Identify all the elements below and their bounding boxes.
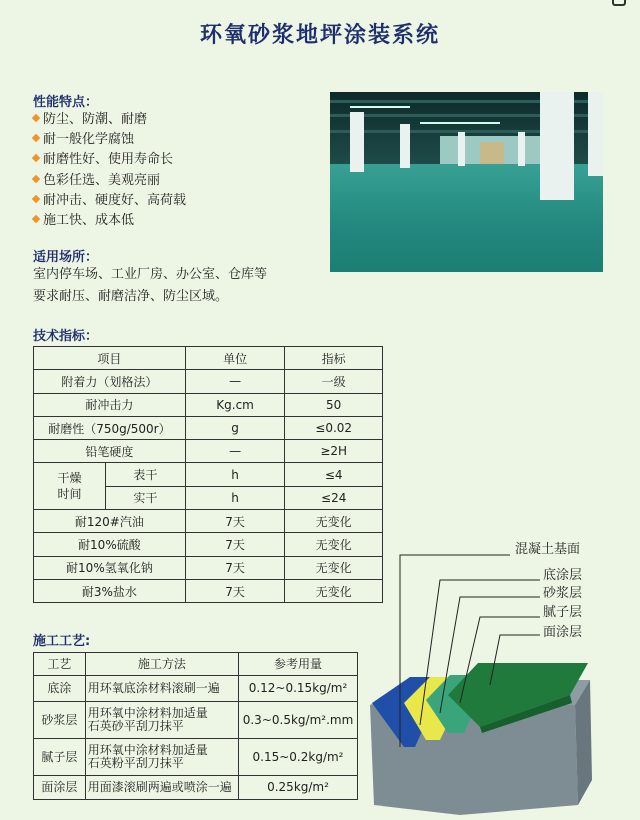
- table-cell: —: [185, 440, 285, 463]
- feature-item: 施工快、成本低: [33, 211, 186, 231]
- label-concrete: 混凝土基面: [515, 542, 581, 557]
- photo-column: [350, 112, 364, 172]
- table-cell: 表干: [105, 463, 185, 486]
- table-row: [34, 776, 358, 800]
- table-cell: 7天: [185, 510, 285, 533]
- feature-item: 耐冲击、硬度好、高荷载: [33, 191, 186, 211]
- table-cell: 7天: [185, 579, 285, 602]
- table-cell: 无变化: [285, 556, 383, 579]
- process-heading: 施工工艺:: [33, 634, 91, 649]
- table-cell: 无变化: [285, 533, 383, 556]
- tech-heading: 技术指标：: [33, 329, 99, 344]
- photo-column: [458, 132, 465, 166]
- table-cell: 耐3%盐水: [34, 579, 186, 602]
- table-cell: 耐10%氢氧化钠: [34, 556, 186, 579]
- dry-time-label: 干燥 时间: [34, 463, 106, 510]
- table-cell: ≤0.02: [285, 416, 383, 439]
- photo-door: [480, 142, 504, 164]
- scenes-line: 室内停车场、工业厂房、办公室、仓库等: [33, 267, 268, 282]
- table-cell: 7天: [185, 533, 285, 556]
- table-cell: —: [185, 370, 285, 393]
- label-mortar: 砂浆层: [543, 586, 583, 601]
- scenes-heading: 适用场所：: [33, 250, 99, 265]
- table-cell: g: [185, 416, 285, 439]
- factory-floor-photo: [330, 92, 603, 272]
- table-row: [34, 416, 383, 439]
- table-cell: 0.12~0.15kg/m²: [239, 676, 358, 702]
- table-cell: ≥2H: [285, 440, 383, 463]
- scenes-line: 要求耐压、耐磨洁净、防尘区域。: [33, 289, 229, 304]
- table-cell: 一级: [285, 370, 383, 393]
- photo-column: [400, 124, 410, 168]
- table-row: [34, 533, 383, 556]
- table-row: [34, 370, 383, 393]
- table-row: [34, 702, 358, 739]
- feature-item: 耐一般化学腐蚀: [33, 130, 186, 150]
- table-cell: 用环氧底涂材料滚刷一遍: [85, 676, 238, 702]
- header-cell: 参考用量: [239, 653, 358, 676]
- table-cell: 耐冲击力: [34, 393, 186, 416]
- table-cell: 耐120#汽油: [34, 510, 186, 533]
- photo-light: [350, 106, 410, 108]
- table-cell: h: [185, 486, 285, 509]
- table-cell: 耐磨性（750g/500r）: [34, 416, 186, 439]
- photo-column: [588, 92, 603, 176]
- table-cell: 耐10%硫酸: [34, 533, 186, 556]
- table-cell: 铅笔硬度: [34, 440, 186, 463]
- table-cell: ≤4: [285, 463, 383, 486]
- table-cell: 无变化: [285, 579, 383, 602]
- tech-table: [33, 346, 383, 603]
- header-cell: 施工方法: [85, 653, 238, 676]
- table-cell: 50: [285, 393, 383, 416]
- table-cell: 附着力（划格法）: [34, 370, 186, 393]
- feature-item: 防尘、防潮、耐磨: [33, 110, 186, 130]
- features-list: [33, 110, 186, 231]
- feature-item: 耐磨性好、使用寿命长: [33, 150, 186, 170]
- table-cell: 0.3~0.5kg/m².mm: [239, 702, 358, 739]
- table-cell: 用环氧中涂材料加适量 石英砂平刮刀抹平: [85, 702, 238, 739]
- photo-column: [540, 92, 574, 200]
- header-cell: 指标: [285, 347, 383, 370]
- table-header-row: [34, 653, 358, 676]
- table-row: [34, 440, 383, 463]
- scenes-text: [33, 264, 267, 308]
- table-cell: ≤24: [285, 486, 383, 509]
- photo-light: [420, 122, 500, 124]
- label-putty: 腻子层: [543, 605, 583, 620]
- header-cell: 工艺: [34, 653, 86, 676]
- table-cell: 底涂: [34, 676, 86, 702]
- table-cell: h: [185, 463, 285, 486]
- corner-mark: [612, 0, 626, 6]
- photo-column: [518, 132, 525, 166]
- table-cell: 面涂层: [34, 776, 86, 800]
- layers-svg: [360, 535, 640, 820]
- feature-item: 色彩任选、美观亮丽: [33, 171, 186, 191]
- table-cell: 用面漆滚刷两遍或喷涂一遍: [85, 776, 238, 800]
- table-cell: 腻子层: [34, 739, 86, 776]
- table-row: [34, 739, 358, 776]
- table-cell: 无变化: [285, 510, 383, 533]
- table-row: [34, 556, 383, 579]
- table-cell: 砂浆层: [34, 702, 86, 739]
- features-heading: 性能特点：: [33, 95, 99, 110]
- floor-layers-diagram: [360, 535, 640, 820]
- table-cell: 0.15~0.2kg/m²: [239, 739, 358, 776]
- page-title: 环氧砂浆地坪涂装系统: [199, 23, 440, 48]
- table-row: [34, 676, 358, 702]
- table-row: [34, 463, 383, 486]
- label-primer: 底涂层: [543, 568, 583, 583]
- table-cell: 0.25kg/m²: [239, 776, 358, 800]
- table-row: [34, 510, 383, 533]
- table-cell: 用环氧中涂材料加适量 石英粉平刮刀抹平: [85, 739, 238, 776]
- table-row: [34, 579, 383, 602]
- table-row: [34, 393, 383, 416]
- label-topcoat: 面涂层: [543, 625, 583, 640]
- table-cell: 7天: [185, 556, 285, 579]
- header-cell: 项目: [34, 347, 186, 370]
- table-cell: 实干: [105, 486, 185, 509]
- process-table: [33, 652, 358, 800]
- header-cell: 单位: [185, 347, 285, 370]
- table-cell: Kg.cm: [185, 393, 285, 416]
- table-header-row: [34, 347, 383, 370]
